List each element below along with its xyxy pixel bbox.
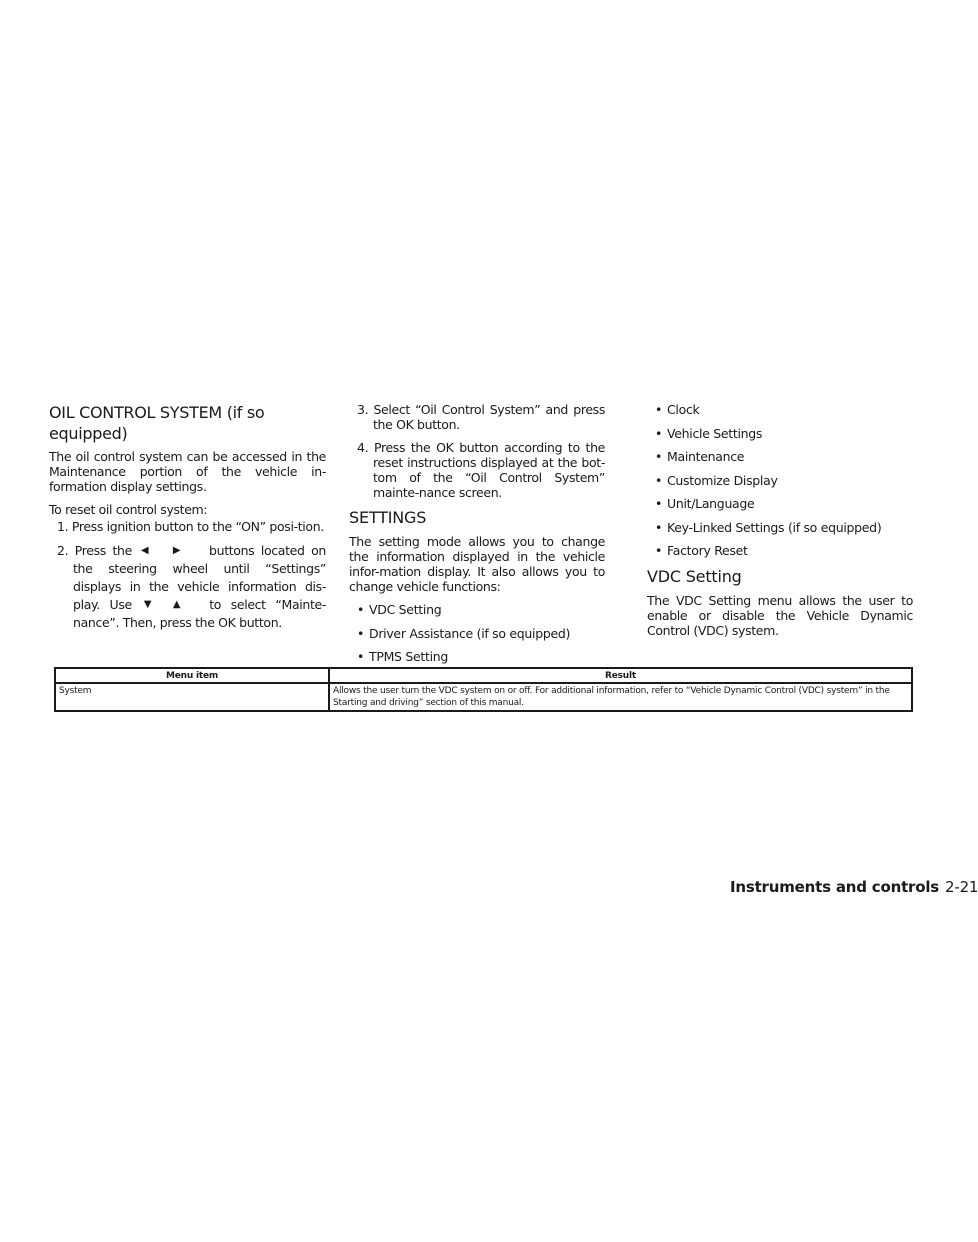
list-item: • Unit/Language bbox=[655, 496, 755, 511]
column-header-menu-item: Menu item bbox=[55, 668, 329, 683]
right-arrow-icon: ▶ bbox=[172, 545, 181, 556]
column-left bbox=[49, 402, 326, 640]
column-right bbox=[647, 402, 913, 646]
list-item: • Factory Reset bbox=[655, 543, 748, 558]
section-heading-vdc: VDC Setting bbox=[647, 566, 742, 586]
step-4: 4. Press the OK button according to the reset instructions displayed at the bot-tom of the “Oil Control System” mainte-nance screen. bbox=[357, 440, 605, 500]
up-arrow-icon: ▲ bbox=[172, 599, 181, 610]
vdc-setting-table bbox=[54, 667, 913, 712]
list-item: • VDC Setting bbox=[357, 602, 442, 617]
step-2 bbox=[49, 542, 326, 632]
down-arrow-icon: ▼ bbox=[143, 599, 152, 610]
column-header-result: Result bbox=[329, 668, 912, 683]
step-2-part-b: buttons located on the steering wheel until “Settings” displays in the vehicle information dis-play. Use bbox=[73, 543, 327, 612]
reset-lead: To reset oil control system: bbox=[49, 502, 208, 517]
vdc-text: The VDC Setting menu allows the user to enable or disable the Vehicle Dynamic Control (VDC) system. bbox=[647, 592, 913, 638]
list-item: • TPMS Setting bbox=[357, 649, 449, 664]
list-item: • Maintenance bbox=[655, 449, 745, 464]
table-cell-result: Allows the user turn the VDC system on or off. For additional information, refer to “Vehicle Dynamic Control (VDC) system” in the Starting and driving” section of this manual. bbox=[329, 683, 912, 711]
table-header-row bbox=[55, 668, 912, 683]
settings-text: The setting mode allows you to change the information displayed in the vehicle infor-mation display. It also allows you to change vehicle functions: bbox=[349, 534, 605, 594]
list-item: • Clock bbox=[655, 402, 700, 417]
step-2-part-a: 2. Press the bbox=[57, 543, 132, 558]
list-item: • Customize Display bbox=[655, 472, 778, 488]
step-1: 1. Press ignition button to the “ON” posi-tion. bbox=[57, 519, 324, 534]
page-footer bbox=[730, 878, 978, 896]
step-3: 3. Select “Oil Control System” and press the OK button. bbox=[357, 402, 605, 432]
settings-list-a bbox=[349, 602, 605, 664]
footer-section-title: Instruments and controls bbox=[730, 878, 940, 896]
section-heading-oil-control: OIL CONTROL SYSTEM (if so equipped) bbox=[49, 403, 265, 443]
list-item: • Key-Linked Settings (if so equipped) bbox=[655, 519, 882, 535]
page-number: 2-21 bbox=[945, 878, 978, 896]
table-cell-menu-item: System bbox=[55, 683, 329, 711]
table-row bbox=[55, 683, 912, 711]
column-middle bbox=[349, 402, 605, 673]
oil-control-intro: The oil control system can be accessed in the Maintenance portion of the vehicle in-formation display settings. bbox=[49, 449, 326, 494]
settings-list-b bbox=[647, 402, 913, 558]
list-item: • Driver Assistance (if so equipped) bbox=[357, 625, 571, 641]
section-heading-settings: SETTINGS bbox=[349, 508, 427, 527]
step-2-part-c: to select “Mainte-nance”. Then, press the OK button. bbox=[73, 597, 326, 630]
list-item: • Vehicle Settings bbox=[655, 425, 763, 441]
left-arrow-icon: ◀ bbox=[140, 545, 149, 556]
